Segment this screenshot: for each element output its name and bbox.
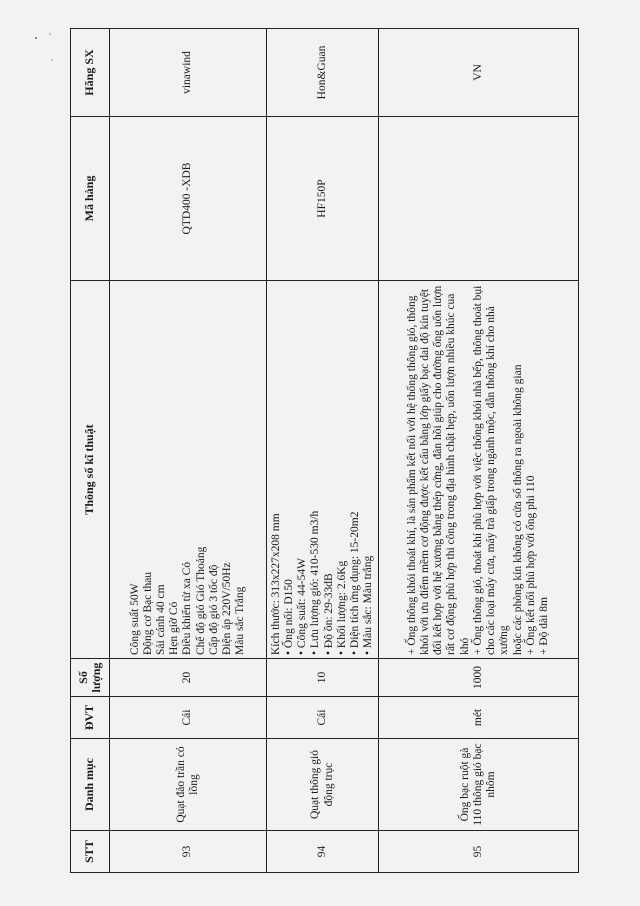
cell-specs (110, 281, 267, 659)
header-so-luong: Số lượng (71, 659, 110, 697)
spec-line: Hẹn giờ Có (168, 601, 181, 655)
spec-line: + Ống thông gió, thoát khí phù hợp với việc thông khói nhà bếp, thông thoát bụi cho các loại máy cưa, máy trà giấp trong ngành mộc, dẫn thông khí cho nhà xưởng (471, 285, 511, 655)
cell-danh-muc: Quạt đảo trần có lồng (110, 739, 267, 831)
spec-line: Màu sắc Trắng (234, 586, 247, 655)
cell-ma-hang: HF150P (267, 117, 379, 281)
cell-specs (267, 281, 379, 659)
spec-line: hoặc các phòng kín không có cửa sổ thông ra ngoài không gian (511, 364, 524, 655)
spec-line: • Công suất: 44-54W (296, 558, 309, 655)
speck (49, 33, 51, 35)
cell-danh-muc: Ống bạc ruột gà 110 thông gió bạc nhôm (379, 739, 579, 831)
cell-stt: 93 (110, 831, 267, 873)
cell-ma-hang: QTD400 -XDB (110, 117, 267, 281)
spec-line: • Lưu lượng gió: 410-530 m3/h (309, 510, 322, 655)
spec-line: • Màu sắc: Màu trắng (362, 555, 375, 655)
spec-line: Kích thước: 313x227x208 mm (269, 513, 282, 655)
header-thong-so: Thông số kĩ thuật (71, 281, 110, 659)
table-row (110, 29, 267, 873)
cell-dvt: Cái (110, 697, 267, 739)
spec-line: Điện áp 220V/50Hz (221, 562, 233, 655)
spec-line: Chế độ gió Gió Thoảng (194, 546, 207, 655)
table-row (379, 29, 579, 873)
cell-so-luong: 20 (110, 659, 267, 697)
cell-dvt: Cái (267, 697, 379, 739)
spec-line: • Khối lượng: 2.6Kg (335, 560, 348, 655)
header-hang-sx: Hãng SX (71, 29, 110, 117)
spec-line: Điều khiển từ xa Có (181, 561, 194, 655)
cell-stt: 95 (379, 831, 579, 873)
header-row (71, 29, 110, 873)
cell-so-luong: 10 (267, 659, 379, 697)
spec-line: + Độ dài 8m (537, 597, 550, 655)
spec-line: Sải cánh 40 cm (154, 584, 167, 655)
cell-so-luong: 1000 (379, 659, 579, 697)
cell-hang-sx: VN (379, 29, 579, 117)
spec-line: • Ống nối: D150 (282, 579, 295, 655)
header-danh-muc: Danh mục (71, 739, 110, 831)
spec-line: • Độ ồn: 29-33dB (322, 573, 335, 655)
spec-line: + Ống kết nối phù hợp với ống phi 110 (524, 475, 537, 655)
cell-hang-sx: Hon&Guan (267, 29, 379, 117)
cell-stt: 94 (267, 831, 379, 873)
header-dvt: ĐVT (71, 697, 110, 739)
cell-hang-sx: vinawind (110, 29, 267, 117)
cell-specs (379, 281, 579, 659)
spec-table (70, 28, 579, 873)
cell-dvt: mét (379, 697, 579, 739)
spec-line: • Diện tích ứng dụng: 15-20m2 (348, 511, 361, 655)
speck (35, 37, 37, 39)
spec-line: Công suất 50W (128, 583, 141, 655)
header-stt: STT (71, 831, 110, 873)
table-row (267, 29, 379, 873)
spec-line: + Ống thông khói thoát khí, là sản phẩm kết nối với hệ thống thông gió, thông khói với ưu điểm mềm cơ động được kết cấu bằng lớp giấy bạc dai độ kín tuyệt đối kết hợp với hệ xương bằng thép cứng, đàn hồi giúp cho đường ống uốn lượn rất cơ động phù hợp thi công trong địa hình chật hẹp, uốn lượn nhiều khúc cua khó (405, 285, 471, 655)
speck (51, 59, 52, 60)
spec-line: Cấp độ gió 3 tốc độ (207, 564, 220, 655)
cell-ma-hang (379, 117, 579, 281)
spec-line: Động cơ Bạc thau (141, 571, 154, 655)
scan-specks (30, 20, 90, 70)
cell-danh-muc: Quạt thông gió động trục (267, 739, 379, 831)
header-ma-hang: Mã hàng (71, 117, 110, 281)
